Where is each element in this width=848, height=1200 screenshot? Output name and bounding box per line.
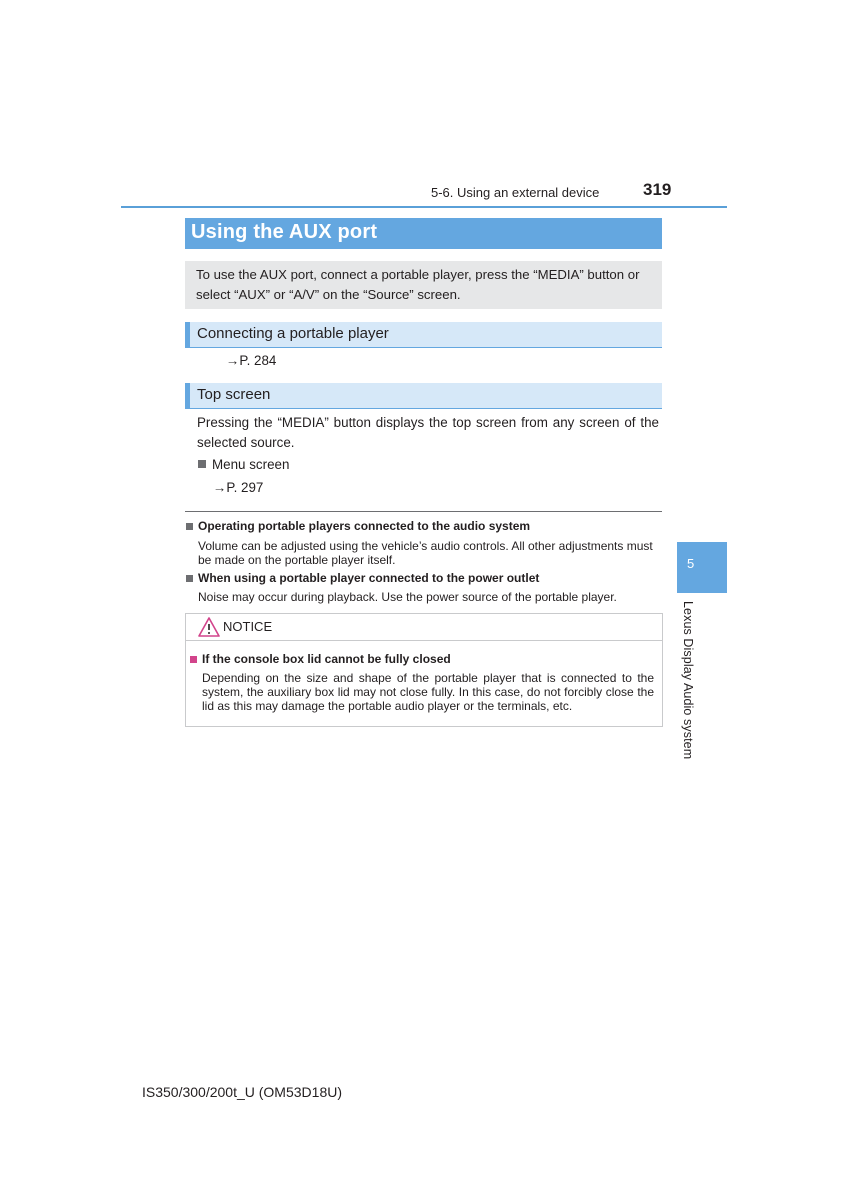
note-heading bbox=[186, 571, 539, 585]
subheading-label: Connecting a portable player bbox=[197, 325, 389, 342]
note-heading bbox=[186, 519, 530, 533]
header-rule bbox=[121, 206, 727, 208]
page-number: 319 bbox=[643, 180, 672, 199]
note-title: Operating portable players connected to the audio system bbox=[198, 519, 531, 533]
reference-link[interactable]: →P. 297 bbox=[213, 480, 264, 495]
note-text: Noise may occur during playback. Use the power source of the portable player. bbox=[198, 590, 617, 604]
menu-screen-label: Menu screen bbox=[212, 457, 290, 472]
note-title: When using a portable player connected to the power outlet bbox=[198, 571, 540, 585]
menu-screen-item bbox=[198, 457, 289, 472]
section-divider bbox=[185, 511, 662, 512]
notice-text: Depending on the size and shape of the portable player that is connected to the system, the auxiliary box lid may not close fully. In this case, do not forcibly close the lid as this may damage the portable audio player or the terminals, etc. bbox=[202, 671, 654, 713]
reference-link[interactable]: →P. 284 bbox=[226, 353, 277, 368]
warning-triangle-icon bbox=[198, 617, 220, 637]
subheading-connecting bbox=[185, 322, 662, 348]
top-screen-paragraph: Pressing the “MEDIA” button displays the top screen from any screen of the selected source. bbox=[197, 415, 659, 450]
notice-heading bbox=[190, 652, 451, 666]
square-bullet-icon bbox=[198, 460, 206, 468]
subheading-accent bbox=[185, 322, 190, 348]
square-bullet-icon bbox=[190, 656, 197, 663]
subheading-accent bbox=[185, 383, 190, 409]
chapter-label: Lexus Display Audio system bbox=[681, 601, 695, 760]
notice-label: NOTICE bbox=[223, 619, 273, 634]
footer-model-code: IS350/300/200t_U (OM53D18U) bbox=[142, 1084, 342, 1100]
chapter-tab[interactable] bbox=[677, 542, 727, 593]
square-bullet-icon bbox=[186, 523, 193, 530]
header-section-title: 5-6. Using an external device bbox=[431, 185, 600, 200]
chapter-number: 5 bbox=[687, 556, 695, 571]
notice-header bbox=[186, 614, 662, 641]
page-title-bar bbox=[185, 218, 662, 249]
square-bullet-icon bbox=[186, 575, 193, 582]
note-text: Volume can be adjusted using the vehicle’s audio controls. All other adjustments must be made on the portable player itself. bbox=[198, 539, 653, 567]
notice-box bbox=[185, 613, 663, 727]
notice-title: If the console box lid cannot be fully closed bbox=[202, 652, 451, 666]
intro-text: To use the AUX port, connect a portable player, press the “MEDIA” button or select “AUX” or “A/V” on the “Source” screen. bbox=[196, 267, 640, 302]
page-title: Using the AUX port bbox=[191, 221, 378, 243]
intro-box bbox=[185, 261, 662, 309]
subheading-top-screen bbox=[185, 383, 662, 409]
subheading-label: Top screen bbox=[197, 386, 271, 403]
